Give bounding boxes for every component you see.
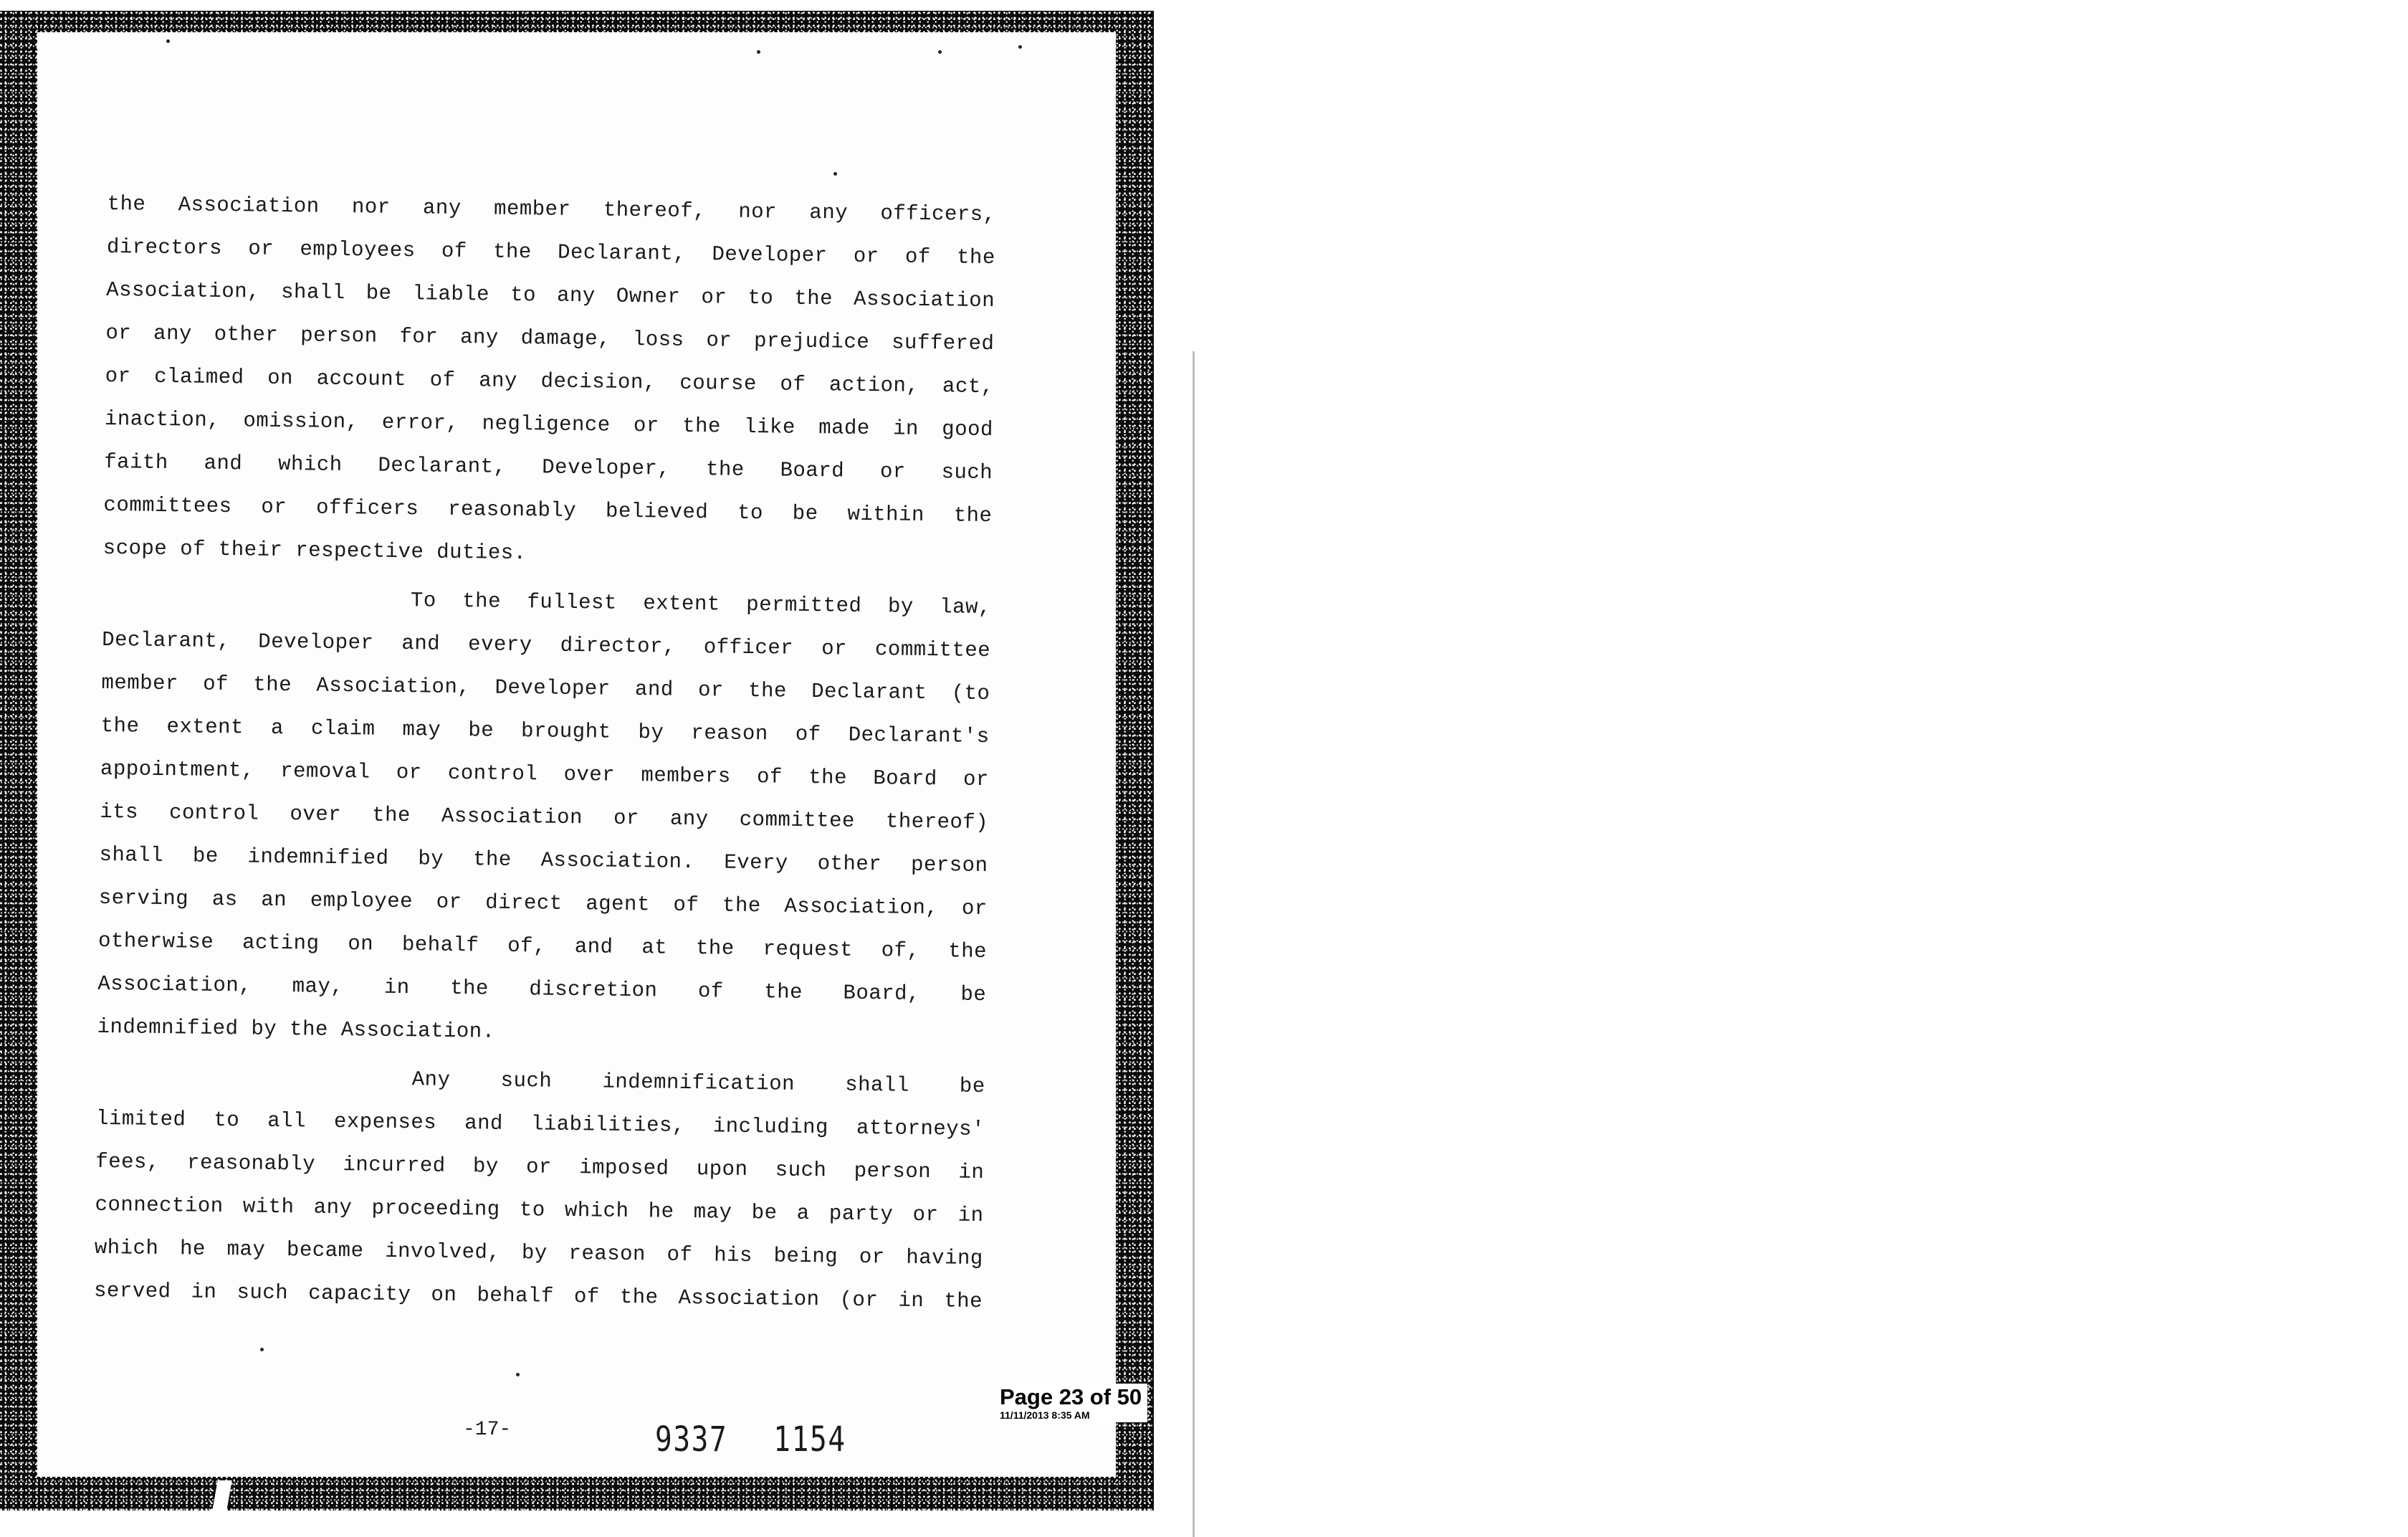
text-line: directors or employees of the Declarant, Developer or of the <box>106 234 996 270</box>
speck <box>1018 45 1022 49</box>
text-line: committees or officers reasonably believed to be within the <box>103 492 993 528</box>
speck <box>938 50 942 54</box>
text-line: serving as an employee or direct agent of the Association, or <box>98 885 988 921</box>
stamp-page-label: Page 23 of 50 <box>1000 1384 1142 1409</box>
text-line: the extent a claim may be brought by reason of Declarant's <box>100 713 990 749</box>
stamp-datetime: 11/11/2013 8:35 AM <box>1000 1409 1090 1421</box>
text-line: shall be indemnified by the Association. Every other person <box>99 842 988 878</box>
text-line: member of the Association, Developer and or the Declarant (to <box>101 670 990 706</box>
text-line: scope of their respective duties. <box>102 536 527 566</box>
scanned-page <box>0 11 1154 1510</box>
speck <box>516 1373 520 1376</box>
page-stamp <box>1000 1384 1147 1422</box>
speck <box>757 50 760 54</box>
recording-book: 9337 <box>655 1419 728 1460</box>
text-line: or any other person for any damage, loss or prejudice suffered <box>105 320 995 356</box>
speck <box>166 39 170 43</box>
text-line: Any such indemnification shall be <box>411 1067 985 1099</box>
border-gap <box>212 1480 231 1510</box>
text-line: fees, reasonably incurred by or imposed upon such person in <box>95 1149 985 1185</box>
recording-page: 1154 <box>773 1419 846 1460</box>
text-line: indemnified by the Association. <box>97 1014 495 1044</box>
text-line: connection with any proceeding to which he may be a party or in <box>95 1192 984 1228</box>
text-line: served in such capacity on behalf of the Association (or in the <box>93 1278 983 1314</box>
text-line: its control over the Association or any committee thereof) <box>100 799 989 835</box>
text-line: Declarant, Developer and every director, officer or committee <box>102 627 991 663</box>
text-line: Association, may, in the discretion of the Board, be <box>97 971 987 1007</box>
text-line: Association, shall be liable to any Owner or to the Association <box>105 277 995 313</box>
speck <box>833 172 837 176</box>
text-line: which he may became involved, by reason of his being or having <box>94 1235 983 1271</box>
text-line: inaction, omission, error, negligence or the like made in good <box>104 406 994 442</box>
text-line: the Association nor any member thereof, nor any officers, <box>107 191 996 227</box>
viewer-divider <box>1193 351 1195 1537</box>
document-body <box>94 183 996 1323</box>
text-line: limited to all expenses and liabilities, including attorneys' <box>95 1106 985 1142</box>
text-line: appointment, removal or control over members of the Board or <box>100 756 990 792</box>
text-line: otherwise acting on behalf of, and at the request of, the <box>97 928 988 964</box>
recording-reference <box>655 1419 846 1460</box>
text-line: or claimed on account of any decision, course of action, act, <box>105 363 994 399</box>
speck <box>260 1348 264 1351</box>
page-number: -17- <box>463 1419 512 1441</box>
text-line: faith and which Declarant, Developer, the Board or such <box>104 449 993 485</box>
text-line: To the fullest extent permitted by law, <box>410 589 992 620</box>
